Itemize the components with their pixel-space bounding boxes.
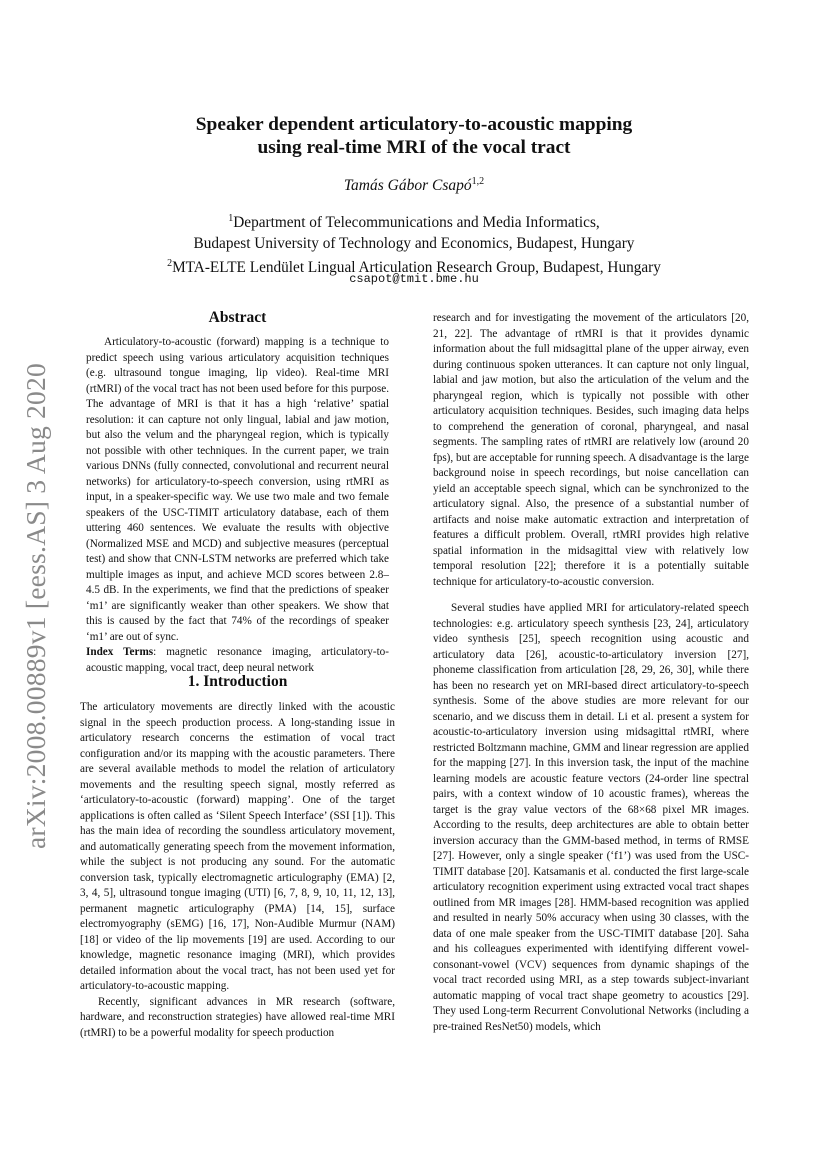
affiliation-1-mark: 1 (228, 213, 234, 224)
affiliation-2-text: MTA-ELTE Lendület Lingual Articulation Research Group, Budapest, Hungary (172, 259, 661, 277)
right-paragraph-2: Several studies have applied MRI for articulatory-related speech technologies: e.g. articulatory speech synthesis [23, 24], articulatory video synthesis [25], speech recognition using acoustic and articulatory data [26], acoustic-to-articulatory inversion [27], phoneme classification from articulation [28, 29, 26, 30], while there has been no research yet on MRI-based direct articulatory-to-speech synthesis. Some of the above studies are more relevant for our scenario, and we discuss them in detail. Li et al. present a system for acoustic-to-articulatory inversion using midsagittal rtMRI, where restricted Boltzmann machine, GMM and linear regression are applied for the mapping [27]. In this inversion task, the input of the machine learning models are acoustic feature vectors (24-order line spectral pairs, with a context window of 10 acoustic frames), whereas the target is the gray value vectors of the 68×68 pixel MR images. According to the results, deep architectures are able to obtain better inversion accuracy than the GMM-based method, in terms of RMSE [27]. However, only a single speaker (‘f1’) was used from the USC-TIMIT database [20]. Katsamanis et al. conducted the first large-scale articulatory recognition experiment using extracted vocal tract shapes outlined from MR images [28]. HMM-based recognition was applied and resulted in nearly 50% accuracy when using 30 classes, with the data of one male speaker from the USC-TIMIT database [20]. Saha and his colleagues experimented with identifying different vowel-consonant-vowel (VCV) sequences from dynamic shapings of the vocal tract recorded using MRI, as a step towards subject-invariant automatic mapping of vocal tract shape geometry to acoustics [29]. They used Long-term Recurrent Convolutional Networks (including a pre-trained ResNet50) models, which (433, 602, 749, 1033)
abstract-text: Articulatory-to-acoustic (forward) mapping is a technique to predict speech using various articulatory acquisition techniques (e.g. ultrasound tongue imaging, lip video). Real-time MRI (rtMRI) of the vocal tract has not been used before for this purpose. The advantage of MRI is that it has a high ‘relative’ spatial resolution: it can capture not only lingual, labial and jaw motion, but also the velum and the pharyngeal region, which is typically not possible with other techniques. In the current paper, we train various DNNs (fully connected, convolutional and recurrent neural networks) for articulatory-to-speech conversion, using rtMRI as input, in a speaker-specific way. We use two male and two female speakers of the USC-TIMIT articulatory database, each of them uttering 460 sentences. We evaluate the results with objective (Normalized MSE and MCD) and subjective measures (perceptual test) and show that CNN-LSTM networks are preferred which take multiple images as input, and achieve MCD scores between 2.8–4.5 dB. In the experiments, we find that the predictions of speaker ‘m1’ are significantly weaker than other speakers. We show that this is caused by the fact that 74% of the recordings of speaker ‘m1’ are out of sync. (86, 336, 389, 643)
right-column (433, 311, 749, 1035)
title-line-1: Speaker dependent articulatory-to-acoustic mapping (195, 114, 633, 135)
title-line-2: using real-time MRI of the vocal tract (257, 137, 571, 158)
introduction-body (80, 700, 395, 1041)
paper-title (0, 113, 828, 159)
abstract-heading: Abstract (208, 309, 267, 326)
affiliation-1-text: Department of Telecommunications and Media Informatics, (233, 214, 600, 232)
intro-paragraph-1: The articulatory movements are directly linked with the acoustic signal in the speech production process. A long-standing issue in articulatory research concerns the estimation of vocal tract configuration and/or its mapping with the acoustic parameters. There are several available methods to model the relation of articulatory movements and the resulting speech signal, mostly referred as ‘articulatory-to-acoustic (forward) mapping’. One of the target applications is often called as ‘Silent Speech Interface’ (SSI [1]). This has the main idea of recording the soundless articulatory movement, and automatically generating speech from the movement information, while the subject is not producing any sound. For the automatic conversion task, typically electromagnetic articulography (EMA) [2, 3, 4, 5], ultrasound tongue imaging (UTI) [6, 7, 8, 9, 10, 11, 12, 13], permanent magnetic articulography (PMA) [14, 15], surface electromyography (sEMG) [16, 17], Non-Audible Murmur (NAM) [18] or video of the lip movements [19] are used. According to our knowledge, magnetic resonance imaging (MRI), which provides detailed information about the vocal tract, has not been used yet for articulatory-to-acoustic mapping. (80, 701, 395, 992)
abstract-body (80, 335, 395, 676)
affiliation-1-cont (0, 234, 828, 255)
arxiv-side-stamp (10, 352, 62, 860)
author-name: Tamás Gábor Csapó (343, 177, 472, 195)
intro-paragraph-2: Recently, significant advances in MR research (software, hardware, and reconstruction strategies) have allowed real-time MRI (rtMRI) to be a powerful modality for speech production (80, 995, 395, 1039)
index-terms-list: : magnetic resonance imaging, articulatory-to-acoustic mapping, vocal tract, deep neural network (86, 646, 389, 674)
arxiv-identifier: arXiv:2008.00889v1 [eess.AS] 3 Aug 2020 (20, 362, 51, 850)
index-terms-label: Index Terms (86, 646, 154, 658)
author-affil-marks: 1,2 (471, 176, 485, 187)
affiliation-2-mark: 2 (167, 258, 173, 270)
introduction-heading: 1. Introduction (187, 673, 288, 690)
right-paragraph-1: research and for investigating the movement of the articulators [20, 21, 22]. The advantage of rtMRI is that it provides dynamic information about the full midsagittal plane of the upper airway, even during continuous spoken utterances. It can capture not only lingual, labial and jaw motion, but also the articulation of the velum and the pharyngeal region, which is typically not possible with other articulatory acquisition techniques. Besides, such imaging data helps to comprehend the generation of coronal, pharyngeal, and nasal segments. The sampling rates of rtMRI are relatively low (around 20 fps), but are acceptable for running speech. A disadvantage is the large background noise in speech recordings, but noise cancellation can yield an acceptable speech signal, which can be synchronized to the articulatory signal. Also, the presence of a substantial number of artifacts and noise make automatic extraction and interpretation of features a difficult problem. Overall, rtMRI provides high relative spatial information in the midsagittal view with relatively low temporal resolution [22]; therefore it is a potentially suitable technique for articulatory-to-acoustic conversion. (433, 312, 749, 588)
affiliations (0, 209, 828, 279)
author-line (0, 176, 828, 195)
index-terms (86, 645, 389, 676)
affiliation-1 (0, 209, 828, 234)
affiliation-1-cont-text: Budapest University of Technology and Economics, Budapest, Hungary (193, 234, 635, 252)
author-email[interactable]: csapot@tmit.bme.hu (349, 272, 479, 286)
